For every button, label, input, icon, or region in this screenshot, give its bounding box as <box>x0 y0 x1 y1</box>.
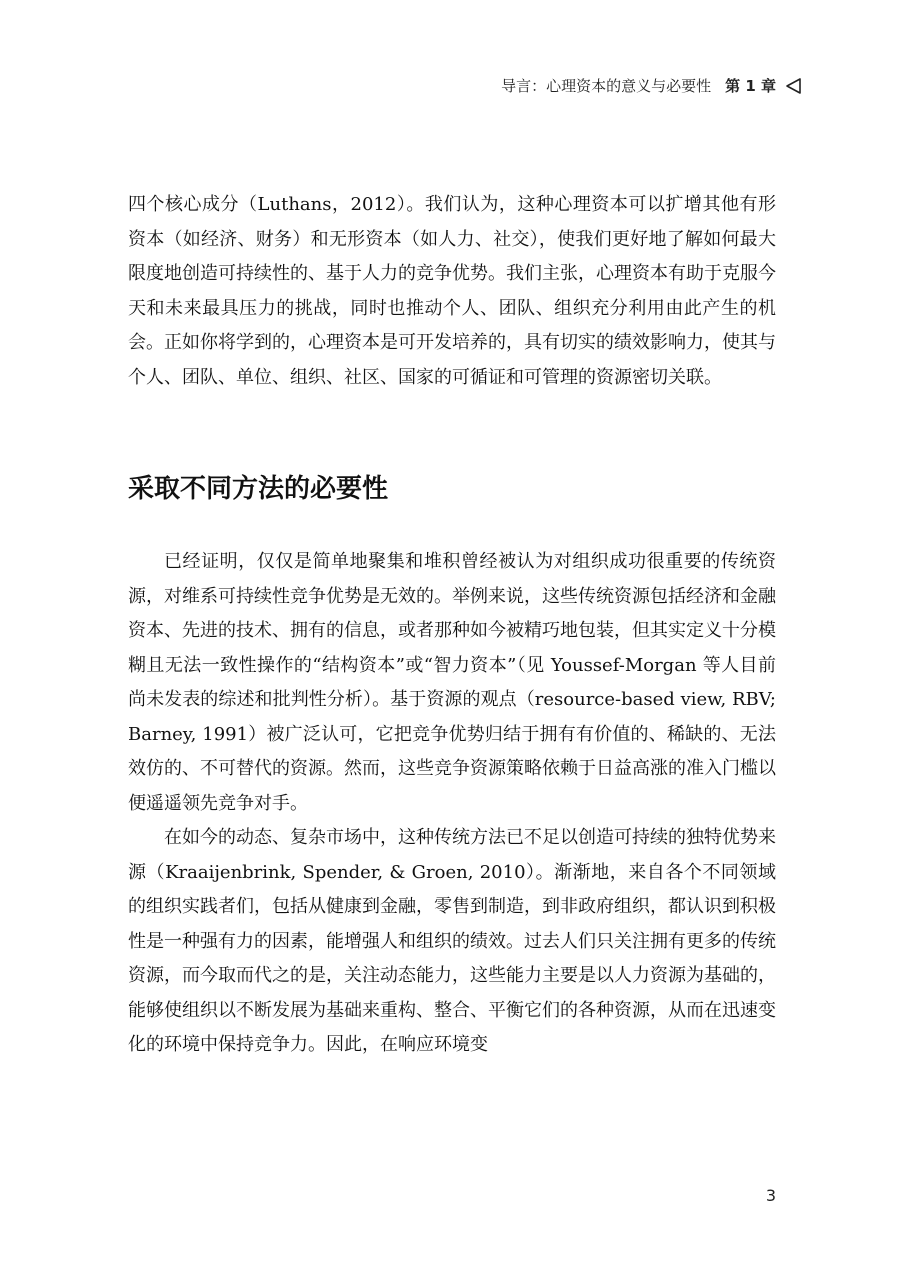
body-paragraph-3: 在如今的动态、复杂市场中，这种传统方法已不足以创造可持续的独特优势来源（Kraaijenbrink, Spender, & Groen, 2010）。渐渐地，来自各个不同领域的组织实践者们，包括从健康到金融，零售到制造，到非政府组织，都认识到积极性是一种强有力的因素，能增强人和组织的绩效。过去人们只关注拥有更多的传统资源，而今取而代之的是，关注动态能力，这些能力主要是以人力资源为基础的，能够使组织以不断发展为基础来重构、整合、平衡它们的各种资源，从而在迅速变化的环境中保持竞争力。因此，在响应环境变 <box>128 827 776 1055</box>
running-title: 导言：心理资本的意义与必要性 <box>501 77 712 95</box>
page-number: 3 <box>765 1186 776 1205</box>
body-paragraph-2: 已经证明，仅仅是简单地聚集和堆积曾经被认为对组织成功很重要的传统资源，对维系可持续性竞争优势是无效的。举例来说，这些传统资源包括经济和金融资本、先进的技术、拥有的信息，或者那种如今被精巧地包装，但其实定义十分模糊且无法一致性操作的“结构资本”或“智力资本”（见 Youssef-Morgan 等人目前尚未发表的综述和批判性分析）。基于资源的观点（resource-based view, RBV; Barney, 1991）被广泛认可，它把竞争优势归结于拥有有价值的、稀缺的、无法效仿的、不可替代的资源。然而，这些竞争资源策略依赖于日益高涨的准入门槛以便遥遥领先竞争对手。 <box>128 551 776 814</box>
body-paragraph-1: 四个核心成分（Luthans，2012）。我们认为，这种心理资本可以扩增其他有形资本（如经济、财务）和无形资本（如人力、社交），使我们更好地了解如何最大限度地创造可持续性的、基于人力的竞争优势。我们主张，心理资本有助于克服今天和未来最具压力的挑战，同时也推动个人、团队、组织充分利用由此产生的机会。正如你将学到的，心理资本是可开发培养的，具有切实的绩效影响力，使其与个人、团队、单位、组织、社区、国家的可循证和可管理的资源密切关联。 <box>128 194 776 388</box>
chapter-label: 第 1 章 <box>725 77 776 95</box>
running-header <box>501 76 776 96</box>
left-triangle-outline-icon <box>784 77 802 95</box>
section-heading: 采取不同方法的必要性 <box>128 474 389 504</box>
page-content <box>128 188 776 1063</box>
